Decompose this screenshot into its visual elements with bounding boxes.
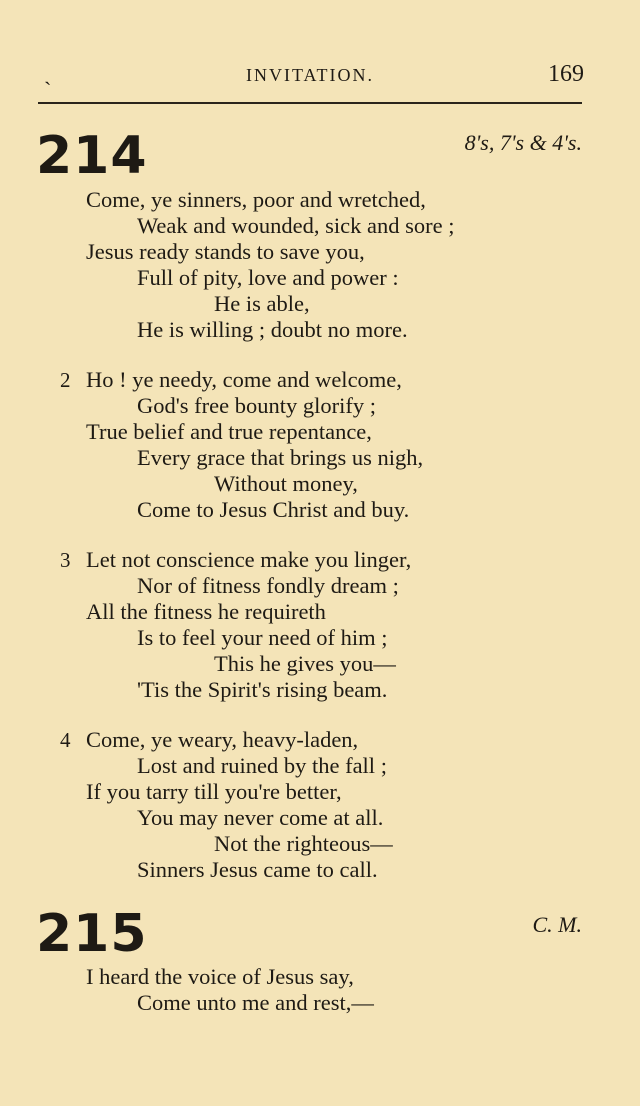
verse-line: Sinners Jesus came to call. <box>137 857 378 882</box>
verse-line: He is willing ; doubt no more. <box>137 317 408 342</box>
verse-line: Every grace that brings us nigh, <box>137 445 424 470</box>
verse-line: Without money, <box>214 471 358 496</box>
verse-number: 4 <box>60 728 71 752</box>
hymn-meter: C. M. <box>532 912 582 937</box>
verse-line: Nor of fitness fondly dream ; <box>137 573 399 598</box>
hymn-number: 214 <box>36 126 148 186</box>
verse-line: Lost and ruined by the fall ; <box>137 753 387 778</box>
running-title: INVITATION. <box>245 65 375 85</box>
header-rule <box>38 102 582 104</box>
verse-line: He is able, <box>214 291 310 316</box>
verse-line: Not the righteous— <box>214 831 393 856</box>
verse-line: Is to feel your need of him ; <box>137 625 388 650</box>
corner-mark: ˎ <box>44 60 52 85</box>
verse-line: If you tarry till you're better, <box>86 779 342 804</box>
verse-line: Come, ye sinners, poor and wretched, <box>86 187 426 212</box>
verse-line: Come to Jesus Christ and buy. <box>137 497 410 522</box>
verse-line: This he gives you— <box>214 651 396 676</box>
hymn-meter: 8's, 7's & 4's. <box>464 130 582 155</box>
verse-line: I heard the voice of Jesus say, <box>86 964 354 989</box>
verse-line: True belief and true repentance, <box>86 419 372 444</box>
hymn-number: 215 <box>36 904 148 964</box>
verse-line: You may never come at all. <box>137 805 384 830</box>
verse-line: Jesus ready stands to save you, <box>86 239 365 264</box>
verse-line: Let not conscience make you linger, <box>86 547 412 572</box>
verse-line: Come unto me and rest,— <box>137 990 374 1015</box>
verse-line: God's free bounty glorify ; <box>137 393 377 418</box>
verse-number: 3 <box>60 548 71 572</box>
verse-line: All the fitness he requireth <box>86 599 326 624</box>
verse-line: 'Tis the Spirit's rising beam. <box>137 677 388 702</box>
verse-number: 2 <box>60 368 71 392</box>
verse-line: Weak and wounded, sick and sore ; <box>137 213 455 238</box>
verse-line: Full of pity, love and power : <box>137 265 399 290</box>
page-number: 169 <box>548 61 584 87</box>
verse-line: Come, ye weary, heavy-laden, <box>86 727 359 752</box>
verse-line: Ho ! ye needy, come and welcome, <box>86 367 402 392</box>
